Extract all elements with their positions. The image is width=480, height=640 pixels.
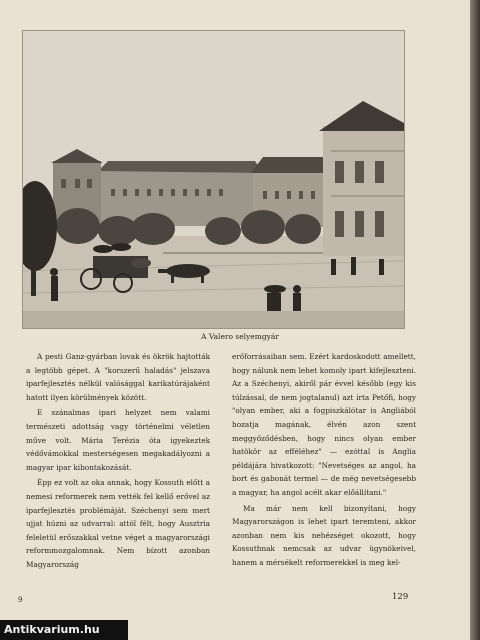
text-column-left <box>26 350 210 572</box>
paragraph: E szánalmas ipari helyzet nem valami természeti adottság vagy történelmi véletlen műve volt. Mária Terézia óta igyekeztek védővámokkal mesterségesen megakadályozni a magyar ipar kibontakozását. <box>26 408 210 472</box>
page-edge <box>470 0 480 640</box>
paragraph: erőforrásaiban sem. Ezért kardoskodott amellett, hogy nálunk nem lehet komoly ipart kifejleszteni. Az a Széchenyi, akiről pár évvel később (egy kis túlzással, de nem jogtalanul) azt írta Petőfi, hogy "olyan ember, aki a fogpiszkálótar is Angliából hozatja magának, élvén azon szent meggyőződésben, hogy nincs olyan ember hatökör az efféléhez" — ezóttal is Anglia példájára hivatkozott: "Nevetséges az angol, ha bort és gabonát termel — de még nevetségesebb a magyar, ha angol acélt akar előállítani." <box>232 352 416 497</box>
paragraph: Ma már nem kell bizonyítani, hogy Magyarországon is lehet ipart teremteni, akkor azonban nem kis nehézséget okozott, hogy Kossuthnak nemcsak az udvar ügynökeivel, hanem a mérsékelt reformerekkel is meg kel- <box>232 503 416 567</box>
text-column-right <box>232 350 416 570</box>
illustration-caption: A Valero selyemgyár <box>201 332 279 341</box>
factory-engraving <box>23 31 404 328</box>
illustration <box>22 30 405 329</box>
page-number-right: 129 <box>392 592 409 602</box>
paragraph: A pesti Ganz-gyárban lovak és ökrök hajtották a legtöbb gépet. A "korszerű haladás" jelszava iparfejlesztés nélkül valósággal karikatúrájaként hatott ilyen körülmények között. <box>26 352 210 402</box>
watermark: Antikvarium.hu <box>0 620 128 640</box>
page-number-left: 9 <box>18 596 23 604</box>
paragraph: Épp ez volt az oka annak, hogy Kossuth előtt a nemesi reformerek nem vették fel kellő erővel az iparfejlesztés problémáját. Széchenyi sem mert ujjat húzni az udvarral: attól félt, hogy Ausztria feleletül erőszakkal vetne véget a magyarországi reformmozgalomnak. Nem bízott azonban Magyarország <box>26 478 210 569</box>
